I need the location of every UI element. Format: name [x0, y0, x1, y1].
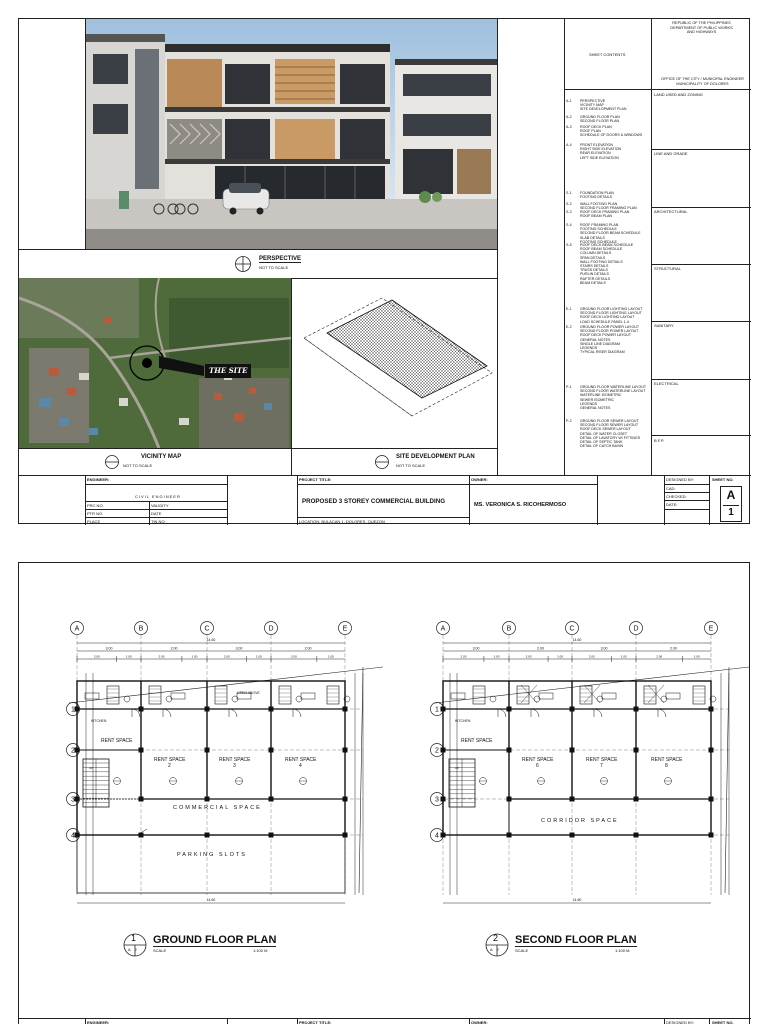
dimension-text: 2.00	[537, 646, 544, 651]
grid-label: 1	[71, 706, 75, 714]
contents-item: TRUSS DETAILS	[580, 268, 608, 273]
place-field: PLACE	[87, 519, 101, 524]
contents-item: PURLIN DETAILS	[580, 272, 609, 277]
office-header	[654, 77, 751, 86]
structural-column	[75, 797, 80, 802]
structural-column	[709, 833, 714, 838]
structural-column	[205, 707, 210, 712]
dimension-text: 1.00	[125, 654, 132, 659]
room-label: RENT SPACE	[522, 757, 554, 763]
door-swing	[594, 709, 602, 717]
contents-item: ROOF DECK FRAMING PLAN	[580, 210, 630, 214]
dimension-text: 1.00	[693, 654, 700, 659]
second-plan-title-block	[485, 931, 665, 959]
stair-up-label: UP	[454, 766, 460, 770]
commercial-space-label: COMMERCIAL SPACE	[173, 805, 262, 811]
stamp-label: ELECTRICAL	[654, 381, 679, 386]
door-swing	[163, 709, 171, 717]
contents-item: GENERAL NOTES	[580, 337, 611, 342]
contents-item: SECOND FLOOR PLAN	[580, 119, 620, 124]
structural-column	[634, 833, 639, 838]
room-label: 6	[536, 763, 539, 769]
grid-label: 2	[435, 747, 439, 755]
grid-label: E	[708, 625, 714, 633]
contents-item: WATERLINE ISOMETRIC	[580, 393, 622, 398]
toilet-fixture	[107, 686, 119, 704]
contents-item: VICINITY MAP	[580, 103, 604, 108]
contents-item: DETAIL OF SEPTIC TANK	[580, 440, 623, 444]
contents-item: STAIRS DETAILS	[580, 264, 609, 268]
structural-column	[205, 748, 210, 753]
contents-item: ROOF FRAMING PLAN	[580, 223, 619, 227]
contents-code: A-3	[566, 125, 572, 129]
dimension-text: 2.00	[170, 646, 178, 651]
contents-code: E-2	[566, 325, 572, 329]
room-label: RENT SPACE	[219, 757, 251, 763]
dimension-text: 14.60	[572, 898, 582, 902]
second-scale-label: SCALE	[515, 948, 529, 953]
grid-label: 4	[435, 832, 439, 840]
structural-column	[269, 707, 274, 712]
vicinity-title: VICINITY MAP	[141, 454, 182, 460]
the-site-label: THE SITE	[209, 366, 248, 375]
owner-label: OWNER:	[471, 477, 488, 482]
ground-plan-number: 1	[131, 933, 137, 943]
grid-label: 3	[435, 796, 439, 804]
corridor-label: CORRIDOR SPACE	[541, 818, 619, 824]
second-plan-ref: A 2	[490, 947, 499, 952]
vicinity-map	[19, 278, 291, 448]
project-title: PROPOSED 3 STOREY COMMERCIAL BUILDING	[302, 498, 446, 505]
structural-column	[634, 797, 639, 802]
contents-item: WALL FOOTING PLAN	[580, 202, 618, 206]
parking-label: PARKING SLOTS	[177, 852, 247, 858]
contents-code: P-2	[566, 419, 572, 423]
room-label: 4	[299, 763, 302, 769]
contents-code: A-2	[566, 115, 572, 119]
agency-line: AND HIGHWAYS	[686, 30, 717, 34]
room-label: 7	[600, 763, 603, 769]
contents-item: TYPICAL RISER DIAGRAM	[580, 350, 625, 355]
sheet-number-box	[720, 486, 742, 522]
toilet-fixture	[644, 686, 656, 704]
dimension-text: 2.00	[93, 654, 100, 659]
structural-column	[570, 797, 575, 802]
grid-label: 2	[71, 747, 75, 755]
structural-column	[570, 707, 575, 712]
structural-column	[139, 797, 144, 802]
fixture-circle	[124, 696, 130, 702]
contents-item: FOOTING SCHEDULE	[580, 239, 617, 244]
grid-label: 4	[71, 832, 75, 840]
dimension-text: 1.00	[620, 654, 627, 659]
sheet-contents-label: SHEET CONTENTS	[589, 52, 626, 57]
second-plan-number: 2	[493, 933, 499, 943]
sitedev-scale: NOT TO SCALE	[396, 463, 426, 468]
structural-column	[205, 833, 210, 838]
contents-item: GROUND FLOOR PLAN	[580, 115, 620, 119]
perspective-title: PERSPECTIVE	[259, 256, 302, 262]
structural-column	[139, 748, 144, 753]
dimension-text: 14.60	[206, 898, 216, 902]
validity: VALIDITY	[151, 503, 169, 508]
kitchen-label: KITCHEN	[455, 719, 471, 723]
structural-column	[343, 797, 348, 802]
contents-item: SECOND FLOOR LIGHTING LAYOUT	[580, 311, 642, 316]
structural-column	[139, 707, 144, 712]
grid-label: E	[342, 625, 348, 633]
ground-scale-label: SCALE	[153, 948, 167, 953]
stair-up-label: UP	[88, 766, 94, 770]
room-label: RENT SPACE	[586, 757, 618, 763]
site-plan-drawing	[292, 278, 497, 448]
toilet-fixture	[327, 686, 339, 704]
contents-code: S-2	[566, 202, 572, 206]
grid-label: B	[138, 625, 144, 633]
dimension-text: 14.60	[572, 638, 582, 642]
ground-plan-ref: A 2	[128, 947, 137, 952]
kitchen-counter	[539, 693, 553, 699]
grid-label: C	[569, 625, 575, 633]
structural-column	[75, 833, 80, 838]
designed-by: DESIGNED BY:	[666, 1020, 695, 1024]
contents-item: ROOF BEAM SCHEDULE	[580, 247, 623, 252]
section-marker-icon	[104, 454, 120, 470]
door-swing	[658, 709, 666, 717]
open-above-label: OPEN ABOVE	[237, 691, 260, 695]
room-label: RENT SPACE	[101, 738, 133, 744]
owner-name: MS. VERONICA S. RICOHERMOSO	[474, 502, 567, 508]
structural-column	[139, 833, 144, 838]
sheet-contents-list	[566, 99, 650, 469]
dimension-text: 2.00	[158, 654, 165, 659]
contents-item: WALL FOOTING DETAILS	[580, 259, 623, 264]
structural-column	[507, 707, 512, 712]
contents-code: A-4	[566, 143, 572, 147]
property-line	[725, 667, 729, 893]
contents-item: FRONT ELEVATION	[580, 143, 613, 147]
contents-item: FOUNDATION PLAN	[580, 191, 614, 195]
structural-column	[269, 797, 274, 802]
date-label: DATE:	[666, 502, 678, 507]
project-title-label: PROJECT TITLE:	[299, 477, 332, 482]
contents-item: ROOF DECK POWER LAYOUT	[580, 333, 632, 338]
contents-code: E-1	[566, 307, 572, 311]
contents-item: ROOF DECK LIGHTING LAYOUT	[580, 315, 635, 320]
contents-item: LOAD SCHEDULE PANEL 1-4	[580, 319, 629, 324]
room-label: RENT SPACE	[154, 757, 186, 763]
contents-item: LEFT SIDE ELEVATION	[580, 155, 619, 160]
contents-code: A-1	[566, 99, 572, 103]
cad-field: CAD:	[666, 486, 676, 491]
contents-code: S-4	[566, 223, 572, 227]
structural-column	[441, 748, 446, 753]
contents-item: ROOF DECK PLAN	[580, 125, 612, 129]
ground-plan-title: GROUND FLOOR PLAN	[153, 934, 277, 946]
structural-column	[709, 707, 714, 712]
property-line	[69, 667, 383, 703]
structural-column	[709, 797, 714, 802]
stamp-label: SANITARY	[654, 323, 674, 328]
structural-column	[570, 833, 575, 838]
toilet-fixture	[215, 686, 227, 704]
perspective-label	[19, 250, 497, 278]
dimension-text: 2.00	[460, 654, 467, 659]
aerial-map-illustration	[19, 278, 291, 448]
sitedev-title: SITE DEVELOPMENT PLAN	[396, 454, 475, 460]
vicinity-scale: NOT TO SCALE	[123, 463, 153, 468]
contents-item: SECOND FLOOR SEWER LAYOUT	[580, 423, 639, 428]
contents-code: S-5	[566, 243, 572, 247]
structural-column	[507, 748, 512, 753]
contents-item: SEWER ISOMETRIC	[580, 397, 615, 402]
contents-item: LEGENDS	[580, 401, 598, 406]
contents-item: SECOND FLOOR BEAM SCHEDULE	[580, 231, 641, 236]
site-dev-label	[292, 449, 497, 475]
structural-column	[343, 833, 348, 838]
designed-by: DESIGNED BY:	[666, 477, 695, 482]
toilet-fixture	[473, 686, 485, 704]
stamp-label: LAND USED AND ZONING	[654, 92, 703, 97]
structural-column	[634, 707, 639, 712]
kitchen-counter	[301, 693, 315, 699]
contents-item: DETAIL OF WATER CLOSET	[580, 431, 628, 436]
ptr-no: PTR NO.	[87, 511, 104, 516]
structural-column	[205, 797, 210, 802]
section-marker-icon	[234, 255, 252, 273]
grid-label: A	[74, 625, 80, 633]
agency-line: REPUBLIC OF THE PHILIPPINES	[672, 21, 731, 25]
door-swing	[229, 709, 237, 717]
structural-column	[441, 797, 446, 802]
room-label: 8	[665, 763, 668, 769]
dimension-text: 2.00	[304, 646, 312, 651]
sheet-a2	[18, 562, 750, 1024]
contents-item: DETAIL OF CATCH BASIN	[580, 444, 624, 449]
office-line: MUNICIPALITY OF DOLORES	[676, 81, 729, 86]
structural-column	[570, 748, 575, 753]
section-marker-icon	[374, 454, 390, 470]
contents-item: ROOF PLAN	[580, 129, 601, 134]
fixture-circle	[490, 696, 496, 702]
dimension-text: 1.00	[191, 654, 198, 659]
kitchen-counter	[666, 693, 680, 699]
room-label: RENT SPACE	[461, 738, 493, 744]
grid-label: A	[440, 625, 446, 633]
checked-field: CHECKED:	[666, 494, 687, 499]
contents-item: FOOTING DETAILS	[580, 195, 613, 200]
contents-item: FOOTING SCHEDULE	[580, 227, 617, 232]
perspective-render	[85, 19, 497, 249]
structural-column	[75, 748, 80, 753]
sheet-letter: A	[726, 488, 736, 502]
kitchen-label: KITCHEN	[91, 719, 107, 723]
title-block	[19, 476, 751, 525]
ground-scale-value: 1:100 M	[253, 948, 268, 953]
dimension-text: 14.60	[206, 638, 216, 642]
contents-item: LEGENDS	[580, 346, 598, 350]
structural-column	[269, 748, 274, 753]
office-line: OFFICE OF THE CITY / MUNICIPAL ENGINEER	[661, 77, 744, 81]
room-label: RENT SPACE	[651, 757, 683, 763]
toilet-fixture	[580, 686, 592, 704]
dimension-text: 2.00	[223, 654, 230, 659]
door-swing	[531, 709, 539, 717]
dimension-text: 3.00	[472, 646, 480, 651]
contents-item: SLAB DETAILS	[580, 235, 605, 240]
dimension-text: 1.00	[255, 654, 262, 659]
contents-item: RAFTER DETAILS	[580, 276, 611, 281]
kitchen-counter	[451, 693, 465, 699]
prc-no: PRC NO.	[87, 503, 104, 508]
contents-item: COLUMN DETAILS	[580, 251, 612, 256]
contents-item: GENERAL NOTES	[580, 406, 611, 410]
toilet-fixture	[517, 686, 529, 704]
civil-engineer: CIVIL ENGINEER	[135, 494, 181, 499]
dimension-text: 1.00	[493, 654, 500, 659]
grid-label: 1	[435, 706, 439, 714]
dimension-text: 3.00	[105, 646, 113, 651]
dimension-text: 2.00	[656, 654, 663, 659]
dimension-text: 3.00	[600, 646, 608, 651]
contents-item: SECOND FLOOR WATERLINE LAYOUT	[580, 389, 646, 394]
sheet-a1	[18, 18, 750, 524]
second-plan-title: SECOND FLOOR PLAN	[515, 934, 637, 946]
owner-label: OWNER:	[471, 1020, 488, 1024]
contents-item: PERSPECTIVE	[580, 99, 606, 103]
project-location: LOCATION: BULACAN 1, DOLORES, QUEZON	[299, 519, 385, 524]
door-swing	[293, 709, 301, 717]
site-development-plan	[292, 278, 497, 448]
contents-item: BEAM DETAILS	[580, 280, 606, 285]
dimension-text: 2.00	[670, 646, 677, 651]
stamp-label: B.F.P.	[654, 438, 665, 443]
sheet-number: 1	[728, 507, 734, 518]
kitchen-counter	[171, 693, 185, 699]
structural-column	[75, 707, 80, 712]
contents-item: SITE DEVELOPMENT PLAN	[580, 107, 627, 112]
perspective-scale: NOT TO SCALE	[259, 265, 289, 270]
room-label: RENT SPACE	[285, 757, 317, 763]
grid-label: D	[633, 625, 639, 633]
contents-code: S-1	[566, 191, 572, 195]
dimension-text: 2.00	[291, 654, 297, 659]
contents-item: SCHEDULE OF DOORS & WINDOWS	[580, 133, 643, 138]
contents-item: SINGLE LINE DIAGRAM	[580, 341, 620, 346]
agency-line: DEPARTMENT OF PUBLIC WORKS	[670, 25, 733, 30]
contents-item: ROOF DECK SEWER LAYOUT	[580, 427, 631, 432]
grid-label: 3	[71, 796, 75, 804]
contents-item: REAR ELEVATION	[580, 151, 611, 156]
toilet-fixture	[279, 686, 291, 704]
contents-item: DETAIL OF LAVATORY W/ FITTINGS	[580, 435, 641, 440]
toilet-fixture	[149, 686, 161, 704]
structural-column	[634, 748, 639, 753]
dimension-text: 3.00	[235, 646, 243, 651]
perspective-illustration	[85, 19, 497, 249]
dimension-text: 1.00	[557, 654, 563, 659]
structural-column	[507, 797, 512, 802]
structural-column	[343, 707, 348, 712]
tin-no: TIN NO.	[151, 519, 166, 524]
sheet-no-label: SHEET NO.	[712, 1020, 734, 1024]
dimension-text: 2.00	[588, 654, 595, 659]
structural-column	[441, 833, 446, 838]
vicinity-label	[19, 449, 291, 475]
kitchen-counter	[602, 693, 616, 699]
kitchen-counter	[85, 693, 99, 699]
dimension-text: 2.00	[525, 654, 532, 659]
stamp-label: ARCHITECTURAL	[654, 209, 688, 214]
engineer-label: ENGINEER:	[87, 477, 110, 482]
structural-column	[507, 833, 512, 838]
ground-plan-title-block	[123, 931, 303, 959]
grid-label: B	[506, 625, 512, 633]
grid-label: D	[268, 625, 274, 633]
contents-code: S-3	[566, 210, 572, 214]
project-title-label: PROJECT TITLE:	[299, 1020, 332, 1024]
contents-item: ROOF BEAM PLAN	[580, 214, 612, 219]
agency-header	[652, 21, 751, 35]
stamp-label: STRUCTURAL	[654, 266, 681, 271]
contents-item: RIGHT SIDE ELEVATION	[580, 147, 622, 152]
contents-item: GROUND FLOOR WATERLINE LAYOUT	[580, 385, 647, 389]
structural-column	[709, 748, 714, 753]
contents-item: GROUND FLOOR SEWER LAYOUT	[580, 419, 639, 423]
dimension-text: 1.00	[328, 654, 334, 659]
room-label: 2	[168, 763, 171, 769]
contents-item: SPAN DETAILS	[580, 255, 606, 260]
engineer-label: ENGINEER:	[87, 1020, 110, 1024]
second-scale-value: 1:100 M	[615, 948, 630, 953]
parking-area	[77, 835, 345, 893]
stamp-label: LINE AND GRADE	[654, 151, 688, 156]
room-label: 3	[233, 763, 236, 769]
structural-column	[441, 707, 446, 712]
contents-item: GROUND FLOOR POWER LAYOUT	[580, 325, 640, 329]
contents-item: SECOND FLOOR FRAMING PLAN	[580, 206, 637, 211]
structural-column	[269, 833, 274, 838]
door-swing	[498, 709, 506, 717]
toilet-fixture	[693, 686, 705, 704]
structural-column	[343, 748, 348, 753]
contents-item: SECOND FLOOR POWER LAYOUT	[580, 329, 639, 334]
grid-label: C	[204, 625, 210, 633]
contents-item: GROUND FLOOR LIGHTING LAYOUT	[580, 307, 643, 311]
property-line	[359, 667, 363, 893]
contents-code: P-1	[566, 385, 572, 389]
sheet-no-label: SHEET NO.	[712, 477, 734, 482]
date-field: DATE	[151, 511, 162, 516]
contents-item: ROOF DECK BEAM SCHEDULE	[580, 243, 634, 247]
